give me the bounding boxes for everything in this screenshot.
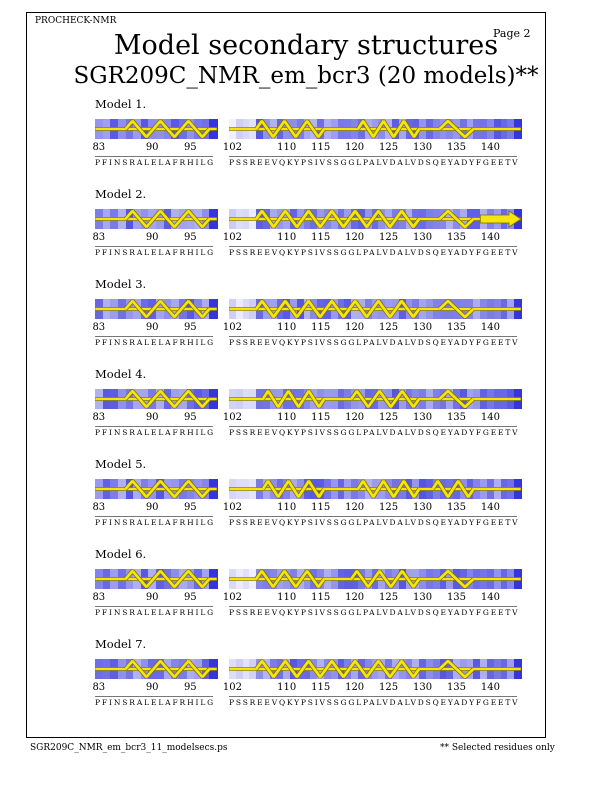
residue-tick-label: 110 xyxy=(277,322,297,333)
residue-tick-label: 90 xyxy=(145,232,159,243)
sequence-text: PSSREEVQKYPSIVSSGGLPALVDALVDSQEYADYFGEETV xyxy=(229,158,520,167)
model-label: Model 1. xyxy=(95,97,147,111)
residue-tick-label: 115 xyxy=(311,322,331,333)
sequence-rule xyxy=(229,336,517,337)
helix-ribbon xyxy=(256,661,419,677)
structure-strip xyxy=(95,299,217,319)
structure-strip xyxy=(95,209,217,229)
residue-tick-label: 90 xyxy=(145,142,159,153)
sequence-text: PSSREEVQKYPSIVSSGGLPALVDALVDSQEYADYFGEETV xyxy=(229,518,520,527)
structure-strip xyxy=(95,389,217,409)
secondary-structure-graphic xyxy=(95,299,217,319)
sequence-rule xyxy=(95,606,213,607)
residue-tick-label: 95 xyxy=(183,322,197,333)
residue-tick-label: 83 xyxy=(92,682,106,693)
residue-tick-label: 125 xyxy=(379,232,399,243)
sequence-rule xyxy=(229,156,517,157)
helix-ribbon xyxy=(126,661,210,677)
residue-tick-label: 140 xyxy=(480,502,500,513)
helix-ribbon xyxy=(263,391,324,407)
coil-line xyxy=(229,128,521,131)
helix-ribbon xyxy=(263,481,324,497)
residue-tick-label: 102 xyxy=(222,412,242,423)
residue-tick-label: 115 xyxy=(311,502,331,513)
sequence-text: PSSREEVQKYPSIVSSGGLPALVDALVDSQEYADYFGEETV xyxy=(229,428,520,437)
structure-strip xyxy=(229,389,521,409)
model-label: Model 4. xyxy=(95,367,147,381)
secondary-structure-graphic xyxy=(95,659,217,679)
model-label: Model 3. xyxy=(95,277,147,291)
secondary-structure-graphic xyxy=(95,479,217,499)
residue-tick-label: 115 xyxy=(311,232,331,243)
secondary-structure-graphic xyxy=(95,119,217,139)
residue-tick-label: 95 xyxy=(183,592,197,603)
sequence-rule xyxy=(95,426,213,427)
model-label: Model 5. xyxy=(95,457,147,471)
strand-arrow xyxy=(480,211,521,227)
helix-ribbon xyxy=(256,571,324,587)
structure-strip xyxy=(229,569,521,589)
residue-tick-label: 120 xyxy=(345,682,365,693)
residue-tick-label: 90 xyxy=(145,502,159,513)
residue-tick-label: 130 xyxy=(412,142,433,153)
residue-tick-label: 110 xyxy=(277,412,297,423)
residue-tick-label: 90 xyxy=(145,682,159,693)
model-label: Model 6. xyxy=(95,547,147,561)
sequence-rule xyxy=(229,246,517,247)
residue-tick-label: 102 xyxy=(222,142,242,153)
residue-tick-label: 95 xyxy=(183,502,197,513)
sequence-rule xyxy=(229,516,517,517)
sequence-text: PSSREEVQKYPSIVSSGGLPALVDALVDSQEYADYFGEETV xyxy=(229,338,520,347)
residue-tick-label: 90 xyxy=(145,412,159,423)
sequence-text: PSSREEVQKYPSIVSSGGLPALVDALVDSQEYADYFGEETV xyxy=(229,608,520,617)
sequence-rule xyxy=(95,516,213,517)
helix-ribbon xyxy=(126,301,210,317)
secondary-structure-graphic xyxy=(229,119,521,139)
residue-tick-label: 125 xyxy=(379,322,399,333)
helix-ribbon xyxy=(126,481,210,497)
residue-tick-label: 83 xyxy=(92,502,106,513)
residue-tick-label: 120 xyxy=(345,412,365,423)
secondary-structure-graphic xyxy=(95,569,217,589)
residue-tick-label: 90 xyxy=(145,322,159,333)
residue-tick-label: 90 xyxy=(145,592,159,603)
residue-tick-label: 95 xyxy=(183,142,197,153)
residue-tick-label: 110 xyxy=(277,142,297,153)
secondary-structure-graphic xyxy=(229,569,521,589)
structure-strip xyxy=(229,479,521,499)
sequence-text: PFINSRALELAFRHILG xyxy=(95,158,216,167)
sequence-text: PSSREEVQKYPSIVSSGGLPALVDALVDSQEYADYFGEETV xyxy=(229,248,520,257)
helix-ribbon xyxy=(351,391,419,407)
secondary-structure-graphic xyxy=(229,299,521,319)
structure-strip xyxy=(229,119,521,139)
residue-tick-label: 110 xyxy=(277,502,297,513)
sequence-text: PFINSRALELAFRHILG xyxy=(95,248,216,257)
residue-tick-label: 135 xyxy=(446,412,467,423)
residue-tick-label: 83 xyxy=(92,322,106,333)
residue-tick-label: 140 xyxy=(480,682,500,693)
sequence-rule xyxy=(229,696,517,697)
helix-ribbon xyxy=(358,481,419,497)
residue-tick-label: 135 xyxy=(446,502,467,513)
residue-tick-label: 135 xyxy=(446,142,467,153)
residue-tick-label: 125 xyxy=(379,412,399,423)
residue-tick-label: 125 xyxy=(379,142,399,153)
secondary-structure-graphic xyxy=(229,389,521,409)
residue-tick-label: 130 xyxy=(412,592,433,603)
residue-tick-label: 110 xyxy=(277,232,297,243)
residue-tick-label: 102 xyxy=(222,592,242,603)
residue-tick-label: 135 xyxy=(446,682,467,693)
helix-ribbon xyxy=(358,121,419,137)
helix-ribbon xyxy=(126,211,210,227)
residue-tick-label: 120 xyxy=(345,142,365,153)
residue-tick-label: 95 xyxy=(183,232,197,243)
helix-ribbon xyxy=(126,391,210,407)
residue-tick-label: 83 xyxy=(92,142,106,153)
sequence-text: PFINSRALELAFRHILG xyxy=(95,608,216,617)
structure-strip xyxy=(229,209,521,229)
residue-tick-label: 130 xyxy=(412,322,433,333)
residue-tick-label: 135 xyxy=(446,592,467,603)
residue-tick-label: 115 xyxy=(311,592,331,603)
model-label: Model 7. xyxy=(95,637,147,651)
residue-tick-label: 120 xyxy=(345,322,365,333)
residue-tick-label: 102 xyxy=(222,682,242,693)
secondary-structure-graphic xyxy=(95,209,217,229)
residue-tick-label: 125 xyxy=(379,502,399,513)
helix-ribbon xyxy=(126,571,210,587)
residue-tick-label: 125 xyxy=(379,682,399,693)
helix-ribbon xyxy=(256,211,419,227)
structure-strip xyxy=(229,299,521,319)
residue-tick-label: 125 xyxy=(379,592,399,603)
residue-tick-label: 83 xyxy=(92,592,106,603)
sequence-text: PFINSRALELAFRHILG xyxy=(95,698,216,707)
sequence-rule xyxy=(229,606,517,607)
footer-filename: SGR209C_NMR_em_bcr3_11_modelsecs.ps xyxy=(30,743,228,753)
helix-ribbon xyxy=(256,121,324,137)
sequence-rule xyxy=(229,426,517,427)
residue-tick-label: 120 xyxy=(345,232,365,243)
residue-tick-label: 140 xyxy=(480,232,500,243)
model-label: Model 2. xyxy=(95,187,147,201)
residue-tick-label: 130 xyxy=(412,412,433,423)
residue-tick-label: 135 xyxy=(446,322,467,333)
structure-strip xyxy=(95,659,217,679)
sequence-text: PFINSRALELAFRHILG xyxy=(95,518,216,527)
sequence-rule xyxy=(95,156,213,157)
page-subtitle: SGR209C_NMR_em_bcr3 (20 models)** xyxy=(73,63,539,89)
structure-strip xyxy=(95,479,217,499)
residue-tick-label: 110 xyxy=(277,682,297,693)
residue-tick-label: 135 xyxy=(446,232,467,243)
residue-tick-label: 95 xyxy=(183,682,197,693)
helix-ribbon xyxy=(256,301,419,317)
sequence-rule xyxy=(95,246,213,247)
residue-tick-label: 110 xyxy=(277,592,297,603)
residue-tick-label: 95 xyxy=(183,412,197,423)
sequence-text: PFINSRALELAFRHILG xyxy=(95,338,216,347)
residue-tick-label: 102 xyxy=(222,502,242,513)
residue-tick-label: 140 xyxy=(480,142,500,153)
sequence-rule xyxy=(95,696,213,697)
sequence-rule xyxy=(95,336,213,337)
structure-strip xyxy=(95,119,217,139)
secondary-structure-graphic xyxy=(95,389,217,409)
residue-tick-label: 115 xyxy=(311,682,331,693)
residue-tick-label: 120 xyxy=(345,502,365,513)
residue-tick-label: 140 xyxy=(480,412,500,423)
helix-ribbon xyxy=(351,571,419,587)
secondary-structure-graphic xyxy=(229,659,521,679)
sequence-text: PFINSRALELAFRHILG xyxy=(95,428,216,437)
footer-note: ** Selected residues only xyxy=(440,743,555,753)
page-number: Page 2 xyxy=(493,27,531,40)
residue-tick-label: 130 xyxy=(412,232,433,243)
residue-tick-label: 130 xyxy=(412,682,433,693)
page-title: Model secondary structures xyxy=(113,30,499,61)
residue-tick-label: 120 xyxy=(345,592,365,603)
residue-tick-label: 115 xyxy=(311,142,331,153)
structure-strip xyxy=(95,569,217,589)
helix-ribbon xyxy=(126,121,210,137)
residue-tick-label: 102 xyxy=(222,232,242,243)
secondary-structure-graphic xyxy=(229,209,521,229)
secondary-structure-graphic xyxy=(229,479,521,499)
residue-tick-label: 140 xyxy=(480,322,500,333)
residue-tick-label: 115 xyxy=(311,412,331,423)
program-name: PROCHECK-NMR xyxy=(35,16,117,26)
sequence-text: PSSREEVQKYPSIVSSGGLPALVDALVDSQEYADYFGEETV xyxy=(229,698,520,707)
residue-tick-label: 102 xyxy=(222,322,242,333)
residue-tick-label: 83 xyxy=(92,232,106,243)
residue-tick-label: 83 xyxy=(92,412,106,423)
residue-tick-label: 140 xyxy=(480,592,500,603)
residue-tick-label: 130 xyxy=(412,502,433,513)
structure-strip xyxy=(229,659,521,679)
